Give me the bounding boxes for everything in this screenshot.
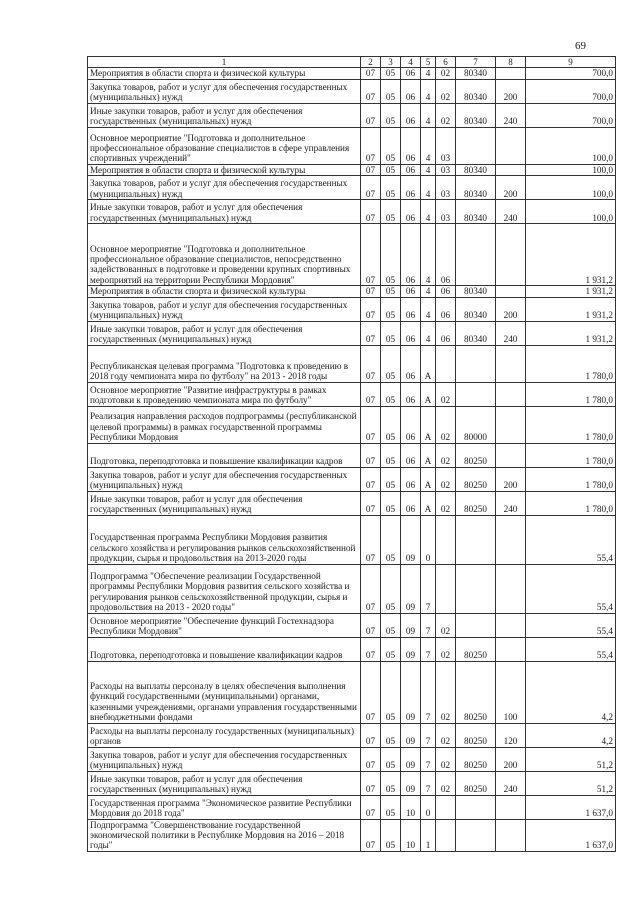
cell-subsection: 05 xyxy=(381,345,401,382)
cell-direction: 80340 xyxy=(456,164,496,175)
cell-activity: 02 xyxy=(436,723,456,747)
cell-section: 07 xyxy=(361,297,381,321)
cell-section: 07 xyxy=(361,321,381,345)
cell-direction: 80250 xyxy=(456,443,496,467)
cell-section: 07 xyxy=(361,723,381,747)
cell-direction: 80340 xyxy=(456,68,496,79)
cell-subsection: 05 xyxy=(381,613,401,637)
cell-name: Государственная программа Республики Мордовия развития сельского хозяйства и регулирования рынков сельскохозяйственной продукции, сырья и продовольствия на 2013-2020 годы xyxy=(88,515,361,564)
cell-activity: 06 xyxy=(436,286,456,297)
table-row xyxy=(88,564,616,613)
cell-section: 07 xyxy=(361,564,381,613)
cell-expense-type xyxy=(496,795,526,819)
cell-direction: 80250 xyxy=(456,771,496,795)
table-row xyxy=(88,723,616,747)
cell-subsection: 05 xyxy=(381,176,401,200)
cell-activity xyxy=(436,795,456,819)
cell-section: 07 xyxy=(361,443,381,467)
cell-program: 06 xyxy=(401,345,421,382)
cell-amount: 1 931,2 xyxy=(526,224,616,286)
cell-expense-type: 240 xyxy=(496,103,526,127)
cell-subsection: 05 xyxy=(381,443,401,467)
cell-name: Закупка товаров, работ и услуг для обеспечения государственных (муниципальных) нужд xyxy=(88,297,361,321)
cell-subprogram: 4 xyxy=(421,176,436,200)
table-row xyxy=(88,515,616,564)
cell-section: 07 xyxy=(361,467,381,491)
cell-amount: 1 637,0 xyxy=(526,819,616,851)
cell-amount: 55,4 xyxy=(526,613,616,637)
cell-amount: 1 780,0 xyxy=(526,491,616,515)
cell-section: 07 xyxy=(361,79,381,103)
table-row xyxy=(88,467,616,491)
cell-expense-type xyxy=(496,613,526,637)
cell-name: Расходы на выплаты персоналу государственных (муниципальных) органов xyxy=(88,723,361,747)
cell-section: 07 xyxy=(361,637,381,661)
cell-activity: 03 xyxy=(436,176,456,200)
table-row xyxy=(88,819,616,851)
cell-subsection: 05 xyxy=(381,79,401,103)
cell-amount: 1 780,0 xyxy=(526,406,616,443)
cell-activity: 02 xyxy=(436,613,456,637)
cell-subprogram: 1 xyxy=(421,819,436,851)
cell-program: 09 xyxy=(401,564,421,613)
cell-section: 07 xyxy=(361,164,381,175)
cell-program: 06 xyxy=(401,103,421,127)
cell-subprogram: А xyxy=(421,382,436,406)
cell-activity: 02 xyxy=(436,637,456,661)
cell-activity xyxy=(436,819,456,851)
cell-program: 06 xyxy=(401,467,421,491)
cell-subprogram: 0 xyxy=(421,795,436,819)
cell-section: 07 xyxy=(361,176,381,200)
cell-section: 07 xyxy=(361,127,381,164)
cell-subprogram: 7 xyxy=(421,637,436,661)
cell-direction: 80340 xyxy=(456,103,496,127)
cell-amount: 51,2 xyxy=(526,747,616,771)
cell-name: Мероприятия в области спорта и физической культуры xyxy=(88,286,361,297)
cell-direction: 80000 xyxy=(456,406,496,443)
cell-name: Подпрограмма "Совершенствование государственной экономической политики в Республике Мордовия на 2016 – 2018 годы" xyxy=(88,819,361,851)
cell-expense-type: 200 xyxy=(496,297,526,321)
cell-direction xyxy=(456,224,496,286)
cell-subsection: 05 xyxy=(381,68,401,79)
cell-direction: 80340 xyxy=(456,176,496,200)
cell-subsection: 05 xyxy=(381,382,401,406)
cell-subsection: 05 xyxy=(381,200,401,224)
cell-section: 07 xyxy=(361,103,381,127)
cell-name: Республиканская целевая программа "Подготовка к проведению в 2018 году чемпионата мира по футболу" на 2013 - 2018 годы xyxy=(88,345,361,382)
cell-direction: 80340 xyxy=(456,321,496,345)
cell-expense-type xyxy=(496,164,526,175)
cell-subprogram: 4 xyxy=(421,164,436,175)
cell-direction xyxy=(456,795,496,819)
cell-name: Иные закупки товаров, работ и услуг для обеспечения государственных (муниципальных) нужд xyxy=(88,200,361,224)
cell-amount: 700,0 xyxy=(526,68,616,79)
cell-section: 07 xyxy=(361,286,381,297)
cell-program: 06 xyxy=(401,382,421,406)
cell-program: 09 xyxy=(401,723,421,747)
cell-activity xyxy=(436,345,456,382)
cell-expense-type xyxy=(496,515,526,564)
cell-direction: 80250 xyxy=(456,637,496,661)
cell-direction: 80340 xyxy=(456,286,496,297)
cell-name: Основное мероприятие "Подготовка и дополнительное профессиональное образование специалистов в сфере управления спортивных учреждений" xyxy=(88,127,361,164)
cell-amount: 1 931,2 xyxy=(526,297,616,321)
cell-name: Государственная программа "Экономическое развитие Республики Мордовия до 2018 года" xyxy=(88,795,361,819)
cell-amount: 1 780,0 xyxy=(526,345,616,382)
cell-section: 07 xyxy=(361,613,381,637)
table-row xyxy=(88,68,616,79)
cell-direction: 80340 xyxy=(456,297,496,321)
column-header-7: 7 xyxy=(456,57,496,68)
cell-subprogram: 7 xyxy=(421,564,436,613)
cell-direction xyxy=(456,382,496,406)
cell-program: 09 xyxy=(401,661,421,723)
cell-subsection: 05 xyxy=(381,771,401,795)
table-header-row xyxy=(88,57,616,68)
cell-subprogram: 7 xyxy=(421,723,436,747)
cell-direction: 80340 xyxy=(456,200,496,224)
cell-subprogram: А xyxy=(421,491,436,515)
cell-activity: 06 xyxy=(436,224,456,286)
cell-program: 09 xyxy=(401,637,421,661)
cell-section: 07 xyxy=(361,68,381,79)
cell-amount: 100,0 xyxy=(526,164,616,175)
cell-name: Иные закупки товаров, работ и услуг для обеспечения государственных (муниципальных) нужд xyxy=(88,321,361,345)
cell-section: 07 xyxy=(361,819,381,851)
table-row xyxy=(88,79,616,103)
cell-activity: 02 xyxy=(436,491,456,515)
cell-amount: 1 780,0 xyxy=(526,467,616,491)
cell-subprogram: 4 xyxy=(421,103,436,127)
cell-amount: 1 931,2 xyxy=(526,286,616,297)
table-row xyxy=(88,224,616,286)
table-row xyxy=(88,795,616,819)
cell-name: Подготовка, переподготовка и повышение квалификации кадров xyxy=(88,637,361,661)
cell-section: 07 xyxy=(361,795,381,819)
cell-expense-type xyxy=(496,127,526,164)
cell-direction: 80250 xyxy=(456,467,496,491)
cell-subprogram: 7 xyxy=(421,661,436,723)
table-body xyxy=(88,68,616,851)
cell-name: Основное мероприятие "Обеспечение функций Гостехнадзора Республики Мордовия" xyxy=(88,613,361,637)
cell-subprogram: 7 xyxy=(421,747,436,771)
cell-subsection: 05 xyxy=(381,127,401,164)
cell-section: 07 xyxy=(361,515,381,564)
cell-direction xyxy=(456,127,496,164)
cell-activity: 02 xyxy=(436,406,456,443)
cell-expense-type xyxy=(496,406,526,443)
cell-amount: 100,0 xyxy=(526,200,616,224)
cell-section: 07 xyxy=(361,661,381,723)
cell-activity: 02 xyxy=(436,79,456,103)
cell-expense-type xyxy=(496,564,526,613)
cell-program: 09 xyxy=(401,747,421,771)
cell-activity: 02 xyxy=(436,103,456,127)
table-row xyxy=(88,406,616,443)
cell-name: Иные закупки товаров, работ и услуг для обеспечения государственных (муниципальных) нужд xyxy=(88,491,361,515)
cell-program: 06 xyxy=(401,200,421,224)
cell-expense-type xyxy=(496,68,526,79)
cell-amount: 4,2 xyxy=(526,723,616,747)
cell-activity: 02 xyxy=(436,68,456,79)
cell-expense-type xyxy=(496,443,526,467)
cell-expense-type xyxy=(496,286,526,297)
table-row xyxy=(88,164,616,175)
cell-section: 07 xyxy=(361,200,381,224)
table-row xyxy=(88,771,616,795)
cell-subsection: 05 xyxy=(381,819,401,851)
cell-expense-type xyxy=(496,382,526,406)
cell-direction xyxy=(456,613,496,637)
cell-subprogram: 4 xyxy=(421,200,436,224)
cell-subprogram: 7 xyxy=(421,613,436,637)
column-header-5: 5 xyxy=(421,57,436,68)
cell-program: 10 xyxy=(401,795,421,819)
cell-name: Основное мероприятие "Подготовка и дополнительное профессиональное образование специалистов, непосредственно задействованных в подготовке и проведении крупных спортивных мероприятий на территории Республики Мордовия" xyxy=(88,224,361,286)
cell-subsection: 05 xyxy=(381,491,401,515)
cell-subprogram: 4 xyxy=(421,127,436,164)
cell-expense-type: 240 xyxy=(496,200,526,224)
cell-subprogram: 4 xyxy=(421,224,436,286)
cell-subprogram: А xyxy=(421,406,436,443)
cell-activity: 02 xyxy=(436,661,456,723)
cell-amount: 51,2 xyxy=(526,771,616,795)
table-row xyxy=(88,103,616,127)
cell-subsection: 05 xyxy=(381,564,401,613)
cell-section: 07 xyxy=(361,382,381,406)
cell-name: Реализация направления расходов подпрограммы (республиканской целевой программы) в рамках государственной программы Республики Мордовия xyxy=(88,406,361,443)
cell-amount: 700,0 xyxy=(526,79,616,103)
cell-expense-type: 200 xyxy=(496,467,526,491)
cell-name: Иные закупки товаров, работ и услуг для обеспечения государственных (муниципальных) нужд xyxy=(88,103,361,127)
cell-expense-type xyxy=(496,637,526,661)
column-header-1: 1 xyxy=(88,57,361,68)
cell-activity xyxy=(436,515,456,564)
cell-amount: 55,4 xyxy=(526,637,616,661)
cell-activity: 02 xyxy=(436,382,456,406)
table-row xyxy=(88,200,616,224)
cell-program: 10 xyxy=(401,819,421,851)
table-row xyxy=(88,747,616,771)
cell-name: Закупка товаров, работ и услуг для обеспечения государственных (муниципальных) нужд xyxy=(88,79,361,103)
cell-direction xyxy=(456,515,496,564)
cell-amount: 1 637,0 xyxy=(526,795,616,819)
cell-amount: 55,4 xyxy=(526,564,616,613)
column-header-9: 9 xyxy=(526,57,616,68)
cell-program: 06 xyxy=(401,164,421,175)
cell-name: Закупка товаров, работ и услуг для обеспечения государственных (муниципальных) нужд xyxy=(88,467,361,491)
cell-section: 07 xyxy=(361,406,381,443)
cell-subprogram: 4 xyxy=(421,286,436,297)
cell-expense-type: 240 xyxy=(496,491,526,515)
cell-program: 06 xyxy=(401,406,421,443)
table-row xyxy=(88,661,616,723)
cell-direction xyxy=(456,819,496,851)
page-number: 69 xyxy=(575,40,586,52)
table-row xyxy=(88,613,616,637)
cell-amount: 1 780,0 xyxy=(526,382,616,406)
cell-amount: 55,4 xyxy=(526,515,616,564)
cell-expense-type: 240 xyxy=(496,771,526,795)
cell-subprogram: 4 xyxy=(421,79,436,103)
cell-subsection: 05 xyxy=(381,723,401,747)
cell-program: 06 xyxy=(401,68,421,79)
cell-expense-type: 240 xyxy=(496,321,526,345)
cell-name: Иные закупки товаров, работ и услуг для обеспечения государственных (муниципальных) нужд xyxy=(88,771,361,795)
cell-subprogram: 4 xyxy=(421,297,436,321)
cell-activity: 06 xyxy=(436,321,456,345)
cell-subsection: 05 xyxy=(381,297,401,321)
cell-subsection: 05 xyxy=(381,321,401,345)
cell-subsection: 05 xyxy=(381,795,401,819)
cell-expense-type: 200 xyxy=(496,176,526,200)
cell-program: 06 xyxy=(401,127,421,164)
cell-amount: 100,0 xyxy=(526,127,616,164)
table-row xyxy=(88,286,616,297)
cell-subsection: 05 xyxy=(381,406,401,443)
cell-expense-type xyxy=(496,819,526,851)
cell-expense-type xyxy=(496,224,526,286)
cell-program: 09 xyxy=(401,771,421,795)
cell-amount: 100,0 xyxy=(526,176,616,200)
cell-program: 06 xyxy=(401,176,421,200)
cell-subsection: 05 xyxy=(381,103,401,127)
table-row xyxy=(88,321,616,345)
cell-expense-type: 100 xyxy=(496,661,526,723)
cell-section: 07 xyxy=(361,747,381,771)
cell-program: 06 xyxy=(401,491,421,515)
cell-program: 06 xyxy=(401,297,421,321)
column-header-6: 6 xyxy=(436,57,456,68)
cell-subsection: 05 xyxy=(381,515,401,564)
budget-table xyxy=(87,56,616,852)
table-row xyxy=(88,491,616,515)
cell-activity: 03 xyxy=(436,200,456,224)
cell-direction xyxy=(456,345,496,382)
cell-program: 06 xyxy=(401,79,421,103)
cell-name: Мероприятия в области спорта и физической культуры xyxy=(88,164,361,175)
cell-program: 06 xyxy=(401,224,421,286)
cell-subsection: 05 xyxy=(381,637,401,661)
table-row xyxy=(88,297,616,321)
cell-activity: 03 xyxy=(436,164,456,175)
table-row xyxy=(88,176,616,200)
table-row xyxy=(88,127,616,164)
cell-section: 07 xyxy=(361,771,381,795)
cell-name: Закупка товаров, работ и услуг для обеспечения государственных (муниципальных) нужд xyxy=(88,747,361,771)
cell-direction: 80250 xyxy=(456,661,496,723)
cell-program: 09 xyxy=(401,515,421,564)
cell-amount: 1 931,2 xyxy=(526,321,616,345)
cell-subprogram: 4 xyxy=(421,68,436,79)
cell-subsection: 05 xyxy=(381,747,401,771)
cell-name: Расходы на выплаты персоналу в целях обеспечения выполнения функций государственными (муниципальными) органами, казенными учреждениями, органами управления государственными внебюджетными фондами xyxy=(88,661,361,723)
cell-subprogram: А xyxy=(421,345,436,382)
table-row xyxy=(88,345,616,382)
table-row xyxy=(88,382,616,406)
cell-subprogram: А xyxy=(421,443,436,467)
cell-subsection: 05 xyxy=(381,164,401,175)
cell-subsection: 05 xyxy=(381,467,401,491)
cell-activity: 06 xyxy=(436,297,456,321)
cell-activity: 03 xyxy=(436,127,456,164)
cell-subprogram: А xyxy=(421,467,436,491)
cell-program: 06 xyxy=(401,321,421,345)
cell-name: Подпрограмма "Обеспечение реализации Государственной программы Республики Мордовия развития сельского хозяйства и регулирования рынков сельскохозяйственной продукции, сырья и продовольствия на 2013 - 2020 годы" xyxy=(88,564,361,613)
cell-direction: 80250 xyxy=(456,491,496,515)
cell-name: Мероприятия в области спорта и физической культуры xyxy=(88,68,361,79)
cell-direction: 80340 xyxy=(456,79,496,103)
column-header-3: 3 xyxy=(381,57,401,68)
cell-name: Основное мероприятие "Развитие инфраструктуры в рамках подготовки к проведению чемпионата мира по футболу" xyxy=(88,382,361,406)
cell-activity xyxy=(436,564,456,613)
cell-expense-type xyxy=(496,345,526,382)
cell-program: 06 xyxy=(401,286,421,297)
column-header-8: 8 xyxy=(496,57,526,68)
cell-subprogram: 4 xyxy=(421,321,436,345)
cell-subprogram: 7 xyxy=(421,771,436,795)
cell-direction xyxy=(456,564,496,613)
cell-section: 07 xyxy=(361,491,381,515)
column-header-4: 4 xyxy=(401,57,421,68)
cell-activity: 02 xyxy=(436,771,456,795)
cell-activity: 02 xyxy=(436,747,456,771)
table-row xyxy=(88,637,616,661)
cell-expense-type: 200 xyxy=(496,79,526,103)
cell-subsection: 05 xyxy=(381,224,401,286)
cell-amount: 4,2 xyxy=(526,661,616,723)
cell-section: 07 xyxy=(361,224,381,286)
cell-activity: 02 xyxy=(436,467,456,491)
cell-program: 06 xyxy=(401,443,421,467)
cell-subprogram: 0 xyxy=(421,515,436,564)
cell-name: Закупка товаров, работ и услуг для обеспечения государственных (муниципальных) нужд xyxy=(88,176,361,200)
cell-expense-type: 120 xyxy=(496,723,526,747)
cell-activity: 02 xyxy=(436,443,456,467)
cell-amount: 700,0 xyxy=(526,103,616,127)
cell-subsection: 05 xyxy=(381,661,401,723)
cell-program: 09 xyxy=(401,613,421,637)
cell-name: Подготовка, переподготовка и повышение квалификации кадров xyxy=(88,443,361,467)
column-header-2: 2 xyxy=(361,57,381,68)
cell-subsection: 05 xyxy=(381,286,401,297)
cell-section: 07 xyxy=(361,345,381,382)
cell-direction: 80250 xyxy=(456,723,496,747)
cell-expense-type: 200 xyxy=(496,747,526,771)
cell-amount: 1 780,0 xyxy=(526,443,616,467)
cell-direction: 80250 xyxy=(456,747,496,771)
table-row xyxy=(88,443,616,467)
